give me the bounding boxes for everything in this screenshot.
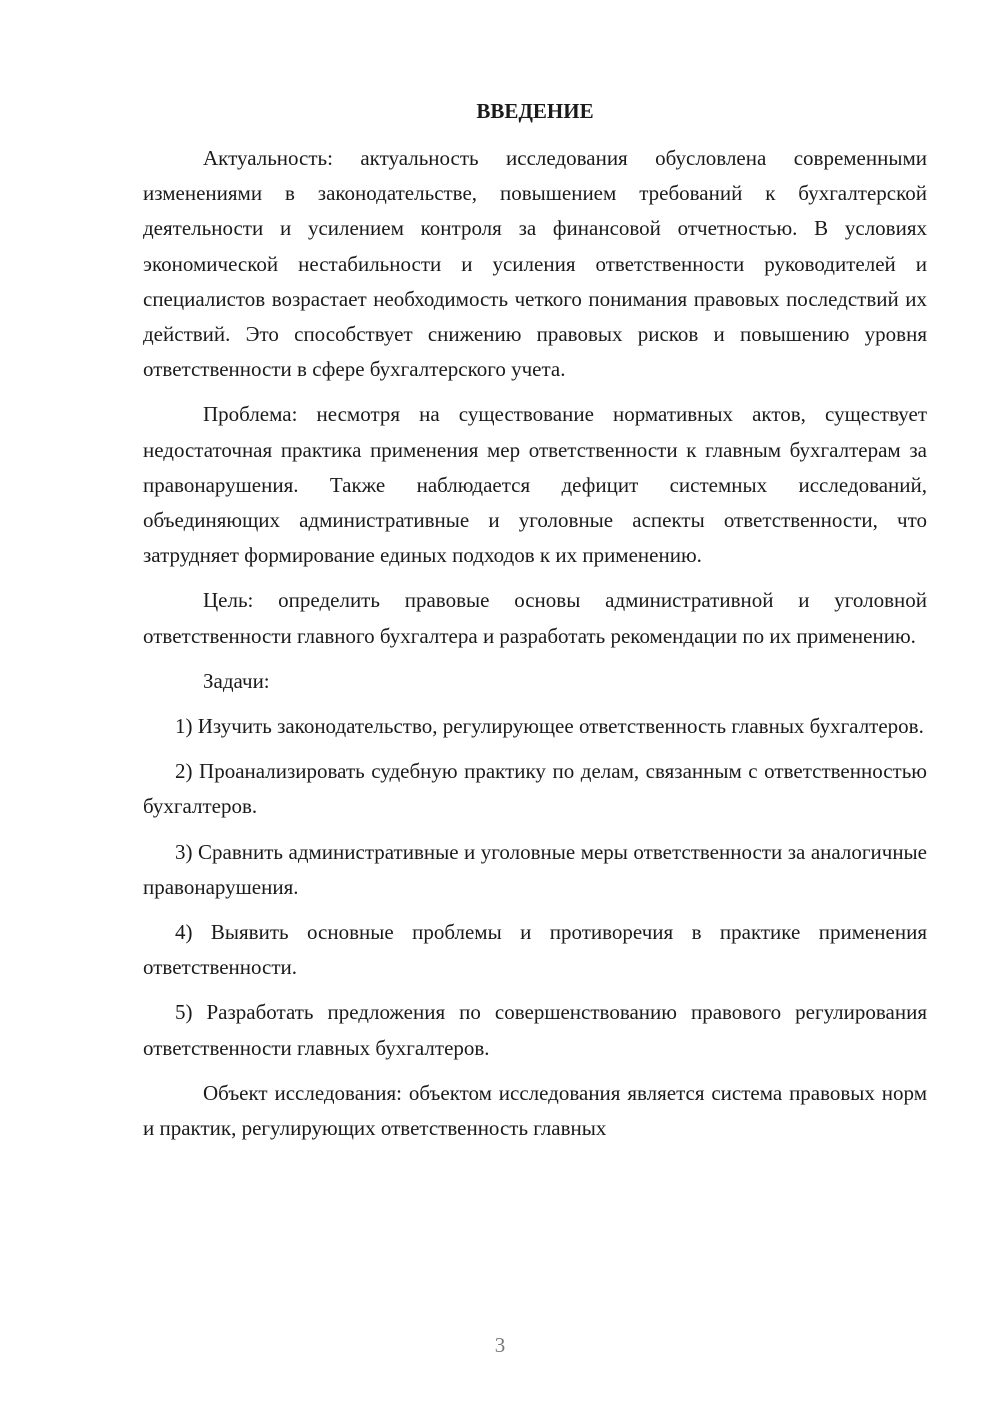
object-paragraph: Объект исследования: объектом исследования является система правовых норм и практик, регулирующих ответственность главных bbox=[143, 1080, 927, 1141]
page-content bbox=[143, 94, 927, 1146]
task-item-1: 1) Изучить законодательство, регулирующее ответственность главных бухгалтеров. bbox=[175, 714, 924, 739]
relevance-paragraph: Актуальность: актуальность исследования обусловлена современными изменениями в законодательстве, повышением требований к бухгалтерской деятельности и усилением контроля за финансовой отчетностью. В условиях экономической нестабильности и усиления ответственности руководителей и специалистов возрастает необходимость четкого понимания правовых последствий их действий. Это способствует снижению правовых рисков и повышению уровня ответственности в сфере бухгалтерского учета. bbox=[143, 146, 927, 382]
task-item-5: 5) Разработать предложения по совершенствованию правового регулирования ответственности главных бухгалтеров. bbox=[143, 1000, 927, 1060]
page-number: 3 bbox=[494, 1333, 506, 1357]
problem-paragraph: Проблема: несмотря на существование нормативных актов, существует недостаточная практика применения мер ответственности к главным бухгалтерам за правонарушения. Также наблюдается дефицит системных исследований, объединяющих административные и уголовные аспекты ответственности, что затрудняет формирование единых подходов к их применению. bbox=[143, 402, 927, 568]
task-item-2: 2) Проанализировать судебную практику по делам, связанным с ответственностью бухгалтеров. bbox=[143, 759, 927, 819]
task-item-4: 4) Выявить основные проблемы и противоречия в практике применения ответственности. bbox=[143, 920, 927, 980]
section-heading: ВВЕДЕНИЕ bbox=[476, 99, 594, 123]
goal-paragraph: Цель: определить правовые основы административной и уголовной ответственности главного бухгалтера и разработать рекомендации по их применению. bbox=[143, 588, 927, 648]
task-item-3: 3) Сравнить административные и уголовные меры ответственности за аналогичные правонарушения. bbox=[143, 839, 927, 899]
tasks-label: Задачи: bbox=[203, 668, 270, 693]
